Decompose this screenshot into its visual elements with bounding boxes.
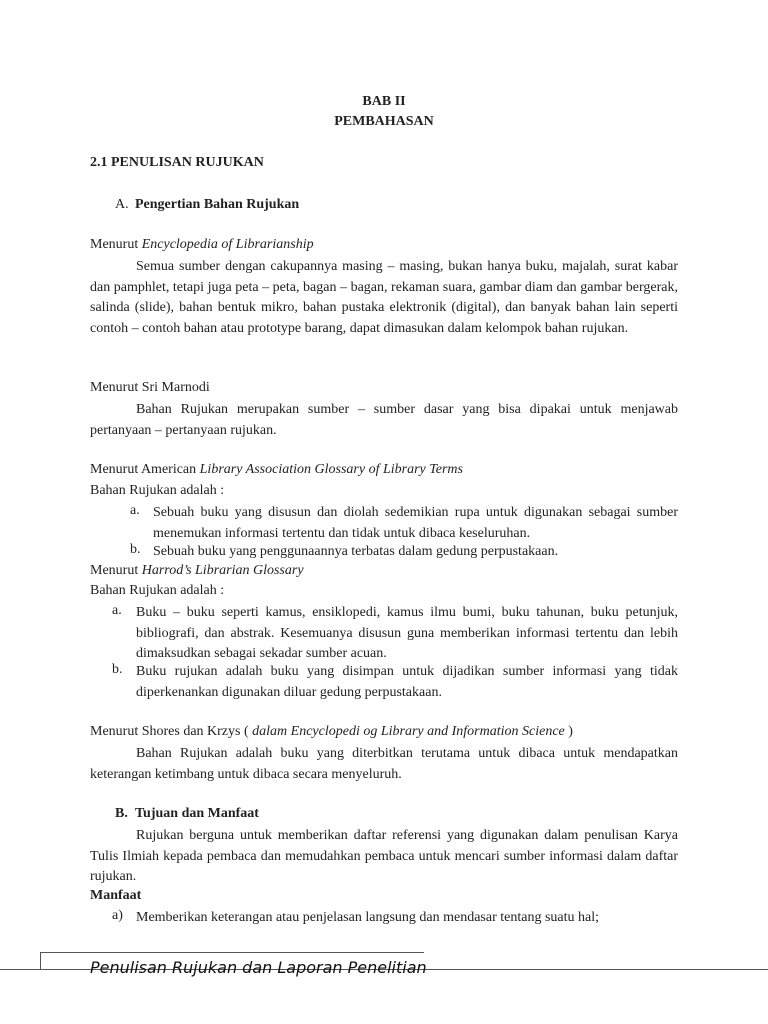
list-marker: a) [112, 908, 123, 923]
subsection-b-title: Tujuan dan Manfaat [135, 806, 259, 821]
manfaat-title: Manfaat [90, 888, 142, 903]
list-item: Buku – buku seperti kamus, ensiklopedi, kamus ilmu bumi, buku tahunan, buku petunjuk, bibliografi, dan abstrak. Kesemuanya disusun guna memberikan informasi tertentu dan lebih dimaksudkan sebagai sekadar sumber acuan. [136, 605, 678, 661]
list-item: Memberikan keterangan atau penjelasan langsung dan mendasar tentang suatu hal; [136, 910, 599, 925]
ref5-heading [90, 724, 573, 740]
list-item: Buku rujukan adalah buku yang disimpan untuk dijadikan sumber informasi yang tidak diperkenankan digunakan diluar gedung perpustakaan. [136, 664, 678, 700]
footer-border-left [40, 952, 41, 969]
subsection-a-title: Pengertian Bahan Rujukan [135, 197, 300, 212]
list-marker: a. [130, 503, 140, 518]
ref5-source: dalam Encyclopedi og Library and Information Science [252, 724, 565, 739]
ref3-heading [90, 462, 463, 478]
ref4-intro: Menurut [90, 563, 142, 578]
ref1-heading [90, 237, 314, 253]
list-marker: b. [130, 542, 141, 557]
ref1-intro: Menurut [90, 237, 142, 252]
page-footer: Penulisan Rujukan dan Laporan Penelitian [90, 958, 427, 977]
ref4-lead: Bahan Rujukan adalah : [90, 583, 225, 598]
ref1-paragraph: Semua sumber dengan cakupannya masing – masing, bukan hanya buku, majalah, surat kabar dan pamphlet, tetapi juga peta – peta, bagan – bagan, rekaman suara, gambar diam dan gambar bergerak, salinda (slide), bahan bentuk mikro, bahan pustaka elektronik (digital), dan banyak bahan lain seperti contoh – contoh bahan atau prototype barang, dapat dimasukan dalam kelompok bahan rujukan. [90, 259, 678, 336]
ref5-close: ) [564, 724, 573, 739]
list-item: Sebuah buku yang penggunaannya terbatas dalam gedung perpustakaan. [153, 544, 559, 559]
subsection-b-marker: B. [115, 806, 128, 821]
list-item: Sebuah buku yang disusun dan diolah sedemikian rupa untuk digunakan sebagai sumber menemukan informasi tertentu dan tidak untuk dibaca keseluruhan. [153, 505, 678, 541]
list-marker: a. [112, 603, 122, 618]
ref2-paragraph: Bahan Rujukan merupakan sumber – sumber dasar yang bisa dipakai untuk menjawab pertanyaan – pertanyaan rujukan. [90, 402, 678, 438]
ref5-paragraph: Bahan Rujukan adalah buku yang diterbitkan terutama untuk dibaca untuk mendapatkan keterangan ketimbang untuk dibaca secara menyeluruh. [90, 746, 678, 782]
ref3-intro: Menurut American [90, 462, 200, 477]
ref2-heading: Menurut Sri Marnodi [90, 380, 210, 395]
chapter-number: BAB II [362, 94, 406, 109]
section-title: 2.1 PENULISAN RUJUKAN [90, 155, 264, 170]
ref4-source: Harrod’s Librarian Glossary [141, 563, 304, 578]
chapter-title: PEMBAHASAN [334, 114, 434, 129]
subsection-a-marker: A. [115, 197, 129, 212]
subsection-b-paragraph: Rujukan berguna untuk memberikan daftar referensi yang digunakan dalam penulisan Karya Tulis Ilmiah kepada pembaca dan memudahkan pembaca untuk mencari sumber informasi dalam daftar rujukan. [90, 828, 678, 884]
list-marker: b. [112, 662, 123, 677]
ref3-lead: Bahan Rujukan adalah : [90, 483, 225, 498]
ref3-source: Library Association Glossary of Library Terms [199, 462, 463, 477]
ref4-heading [90, 563, 304, 579]
footer-border-top [40, 952, 424, 953]
ref5-intro: Menurut Shores dan Krzys ( [90, 724, 253, 739]
ref1-source: Encyclopedia of Librarianship [141, 237, 314, 252]
